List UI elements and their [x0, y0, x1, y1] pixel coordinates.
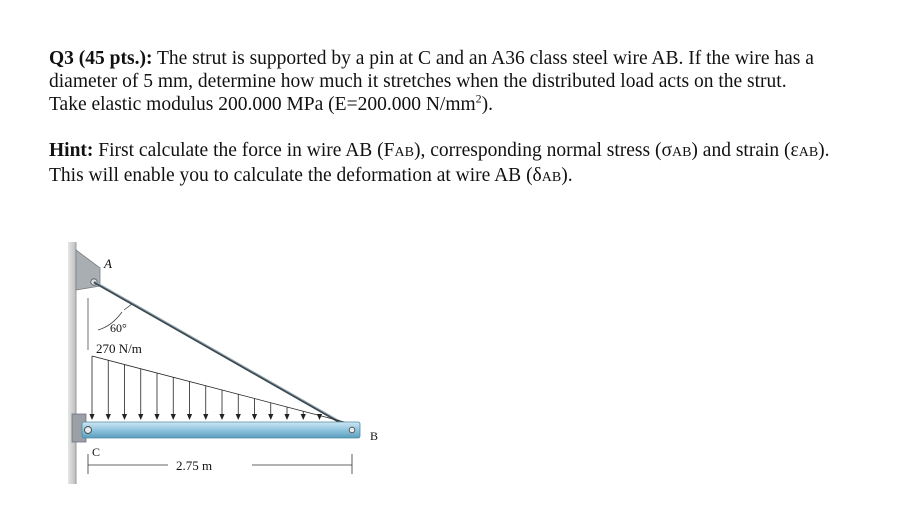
length-label: 2.75 m — [176, 458, 213, 473]
label-c: C — [92, 445, 101, 459]
load-arrow-head — [138, 414, 143, 420]
squared-superscript: 2 — [475, 91, 482, 106]
pin-c — [85, 427, 92, 434]
question-line-2: diameter of 5 mm, determine how much it stretches when the distributed load acts on the strut. — [49, 71, 787, 92]
load-arrow-head — [268, 414, 273, 420]
pin-b — [349, 427, 355, 433]
deformation-subscript: AB — [541, 170, 562, 185]
load-arrow-head — [219, 414, 224, 420]
load-arrow-head — [301, 414, 306, 420]
wall — [68, 242, 76, 484]
load-arrow-head — [284, 414, 289, 420]
angle-pointer — [124, 304, 132, 310]
load-arrow-head — [236, 414, 241, 420]
hint-line-2-text: This will enable you to calculate the deformation at wire AB (δ — [49, 165, 542, 186]
question-line-3-end: ). — [481, 94, 494, 115]
load-arrow-head — [89, 414, 94, 420]
strain-subscript: AB — [798, 145, 819, 160]
strut — [82, 422, 360, 438]
hint-text-a: First calculate the force in wire AB (F — [93, 140, 395, 161]
hint-text — [49, 139, 849, 189]
hint-line-2-end: ). — [561, 165, 573, 186]
load-arrow-head — [171, 414, 176, 420]
load-arrow-head — [252, 414, 257, 420]
angle-label: 60° — [110, 321, 127, 335]
force-subscript: AB — [394, 145, 414, 160]
label-b: B — [370, 429, 379, 443]
hint-text-b: ), corresponding normal stress (σ — [413, 140, 672, 161]
load-arrow-head — [122, 414, 127, 420]
load-arrow-head — [154, 414, 159, 420]
hint-line-1 — [49, 139, 849, 164]
load-arrows — [89, 356, 322, 420]
label-a: A — [104, 256, 112, 271]
load-arrow-head — [203, 414, 208, 420]
question-label: Q3 (45 pts.): — [49, 48, 153, 69]
question-line-3 — [49, 93, 849, 116]
hint-text-c: ) and strain (ε — [691, 140, 799, 161]
load-arrow-head — [187, 414, 192, 420]
hint-line-2 — [49, 164, 849, 189]
strut-diagram — [60, 228, 400, 490]
question-text — [49, 47, 849, 116]
hint-label: Hint: — [49, 140, 94, 161]
question-line-1-text: The strut is supported by a pin at C and an A36 class steel wire AB. If the wire has a — [152, 48, 814, 69]
load-arrow-head — [317, 414, 322, 420]
stress-subscript: AB — [671, 145, 692, 160]
load-arrow-head — [106, 414, 111, 420]
hint-text-d: ). — [818, 140, 830, 161]
load-label: 270 N/m — [96, 341, 142, 356]
question-line-1 — [49, 47, 849, 70]
question-line-3-text: Take elastic modulus 200.000 MPa (E=200.000 N/mm — [49, 94, 476, 115]
